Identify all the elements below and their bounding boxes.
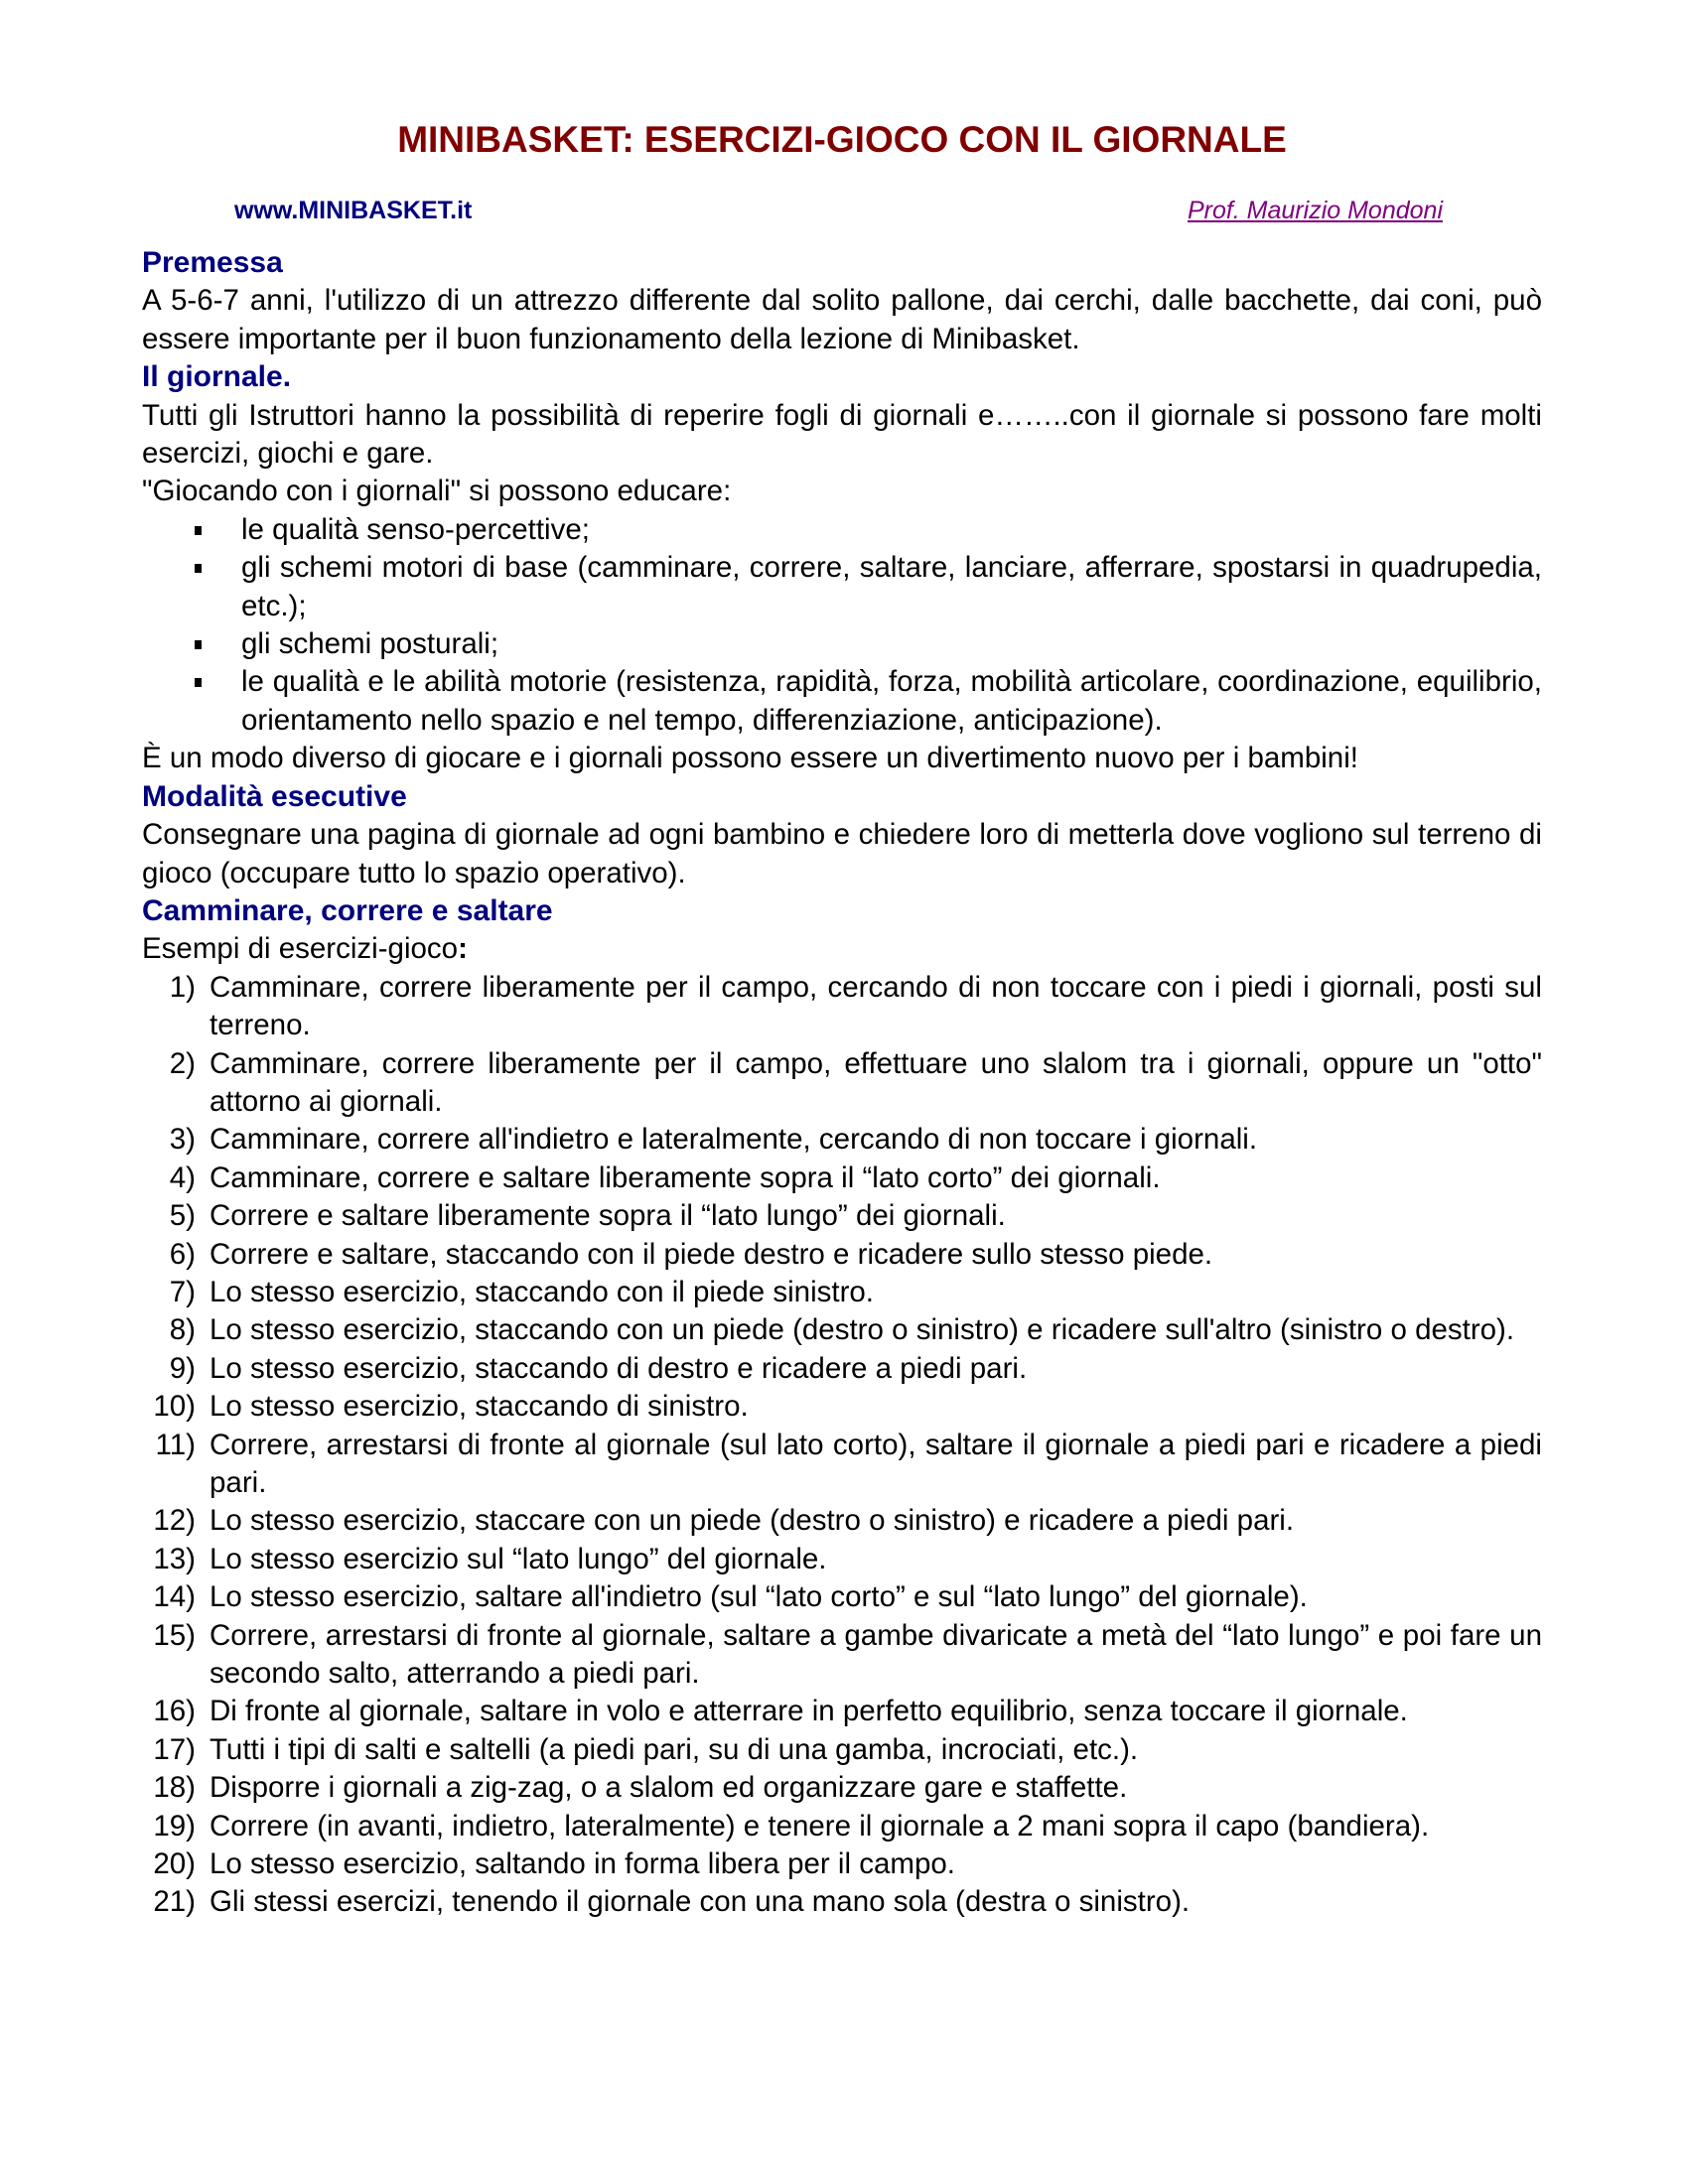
exercise-item [142,1045,1542,1122]
exercise-number: 12) [153,1504,196,1538]
paragraph-modalita: Consegnare una pagina di giornale ad ogni bambino e chiedere loro di metterla dove vogliono sul terreno di gioco (occupare tutto lo spazio operativo). [142,818,1542,889]
exercise-text: Lo stesso esercizio, staccare con un piede (destro o sinistro) e ricadere a piedi pari. [210,1504,1295,1538]
exercise-number: 17) [153,1732,196,1766]
author-link[interactable]: Prof. Maurizio Mondoni [1187,197,1443,224]
square-bullet-icon [195,678,202,687]
exercise-item [142,1883,1542,1921]
bullet-text: le qualità senso-percettive; [241,512,590,546]
exercise-item [142,1693,1542,1730]
exercise-text: Camminare, correre liberamente per il campo, cercando di non toccare con i piedi i giornali, posti sul terreno. [210,970,1542,1042]
document-body [142,244,1542,1922]
exercise-number: 9) [169,1351,196,1385]
exercise-text: Lo stesso esercizio, saltare all'indietro (sul “lato corto” e sul “lato lungo” del giornale). [210,1580,1308,1614]
exercise-text: Lo stesso esercizio sul “lato lungo” del giornale. [210,1542,827,1575]
exercise-item [142,1350,1542,1388]
exercise-text: Correre e saltare liberamente sopra il “lato lungo” dei giornali. [210,1199,1006,1233]
exercise-number: 16) [153,1695,196,1728]
exercise-number: 8) [169,1313,196,1347]
exercise-text: Lo stesso esercizio, saltando in forma libera per il campo. [210,1847,955,1881]
square-bullet-icon [195,564,202,573]
exercise-item [142,1121,1542,1159]
exercise-number: 5) [169,1199,196,1233]
exercise-number: 4) [169,1160,196,1194]
exercise-number: 7) [169,1275,196,1308]
site-link[interactable]: www.MINIBASKET.it [234,197,473,224]
exercise-item [142,1617,1542,1694]
exercise-item [142,1731,1542,1769]
bullet-text: gli schemi motori di base (camminare, correre, saltare, lanciare, afferrare, spostarsi in quadrupedia, etc.); [241,551,1542,622]
exercise-item [142,1808,1542,1845]
exercise-item [142,1541,1542,1578]
exercise-item [142,1236,1542,1274]
bullet-item [142,625,1542,663]
exercise-item [142,1845,1542,1883]
exercise-item [142,1502,1542,1540]
exercise-text: Tutti i tipi di salti e saltelli (a piedi pari, su di una gamba, incrociati, etc.). [210,1732,1139,1766]
exercise-text: Correre e saltare, staccando con il piede destro e ricadere sullo stesso piede. [210,1237,1213,1271]
document-title: MINIBASKET: ESERCIZI-GIOCO CON IL GIORNALE [397,119,1287,160]
bullet-text: gli schemi posturali; [241,627,499,661]
exercise-number: 1) [169,970,196,1004]
exercise-number: 13) [153,1542,196,1575]
bullet-item [142,663,1542,740]
heading-giornale: Il giornale. [142,360,292,394]
intro-colon: : [458,932,468,966]
bullet-item [142,511,1542,549]
exercise-text: Lo stesso esercizio, staccando con il piede sinistro. [210,1275,875,1308]
exercise-number: 14) [153,1580,196,1614]
bullet-text: le qualità e le abilità motorie (resistenza, rapidità, forza, mobilità articolare, coordinazione, equilibrio, orientamento nello spazio e nel tempo, differenziazione, anticipazione). [241,665,1542,737]
intro-text: Esempi di esercizi-gioco [142,932,459,966]
exercise-text: Correre, arrestarsi di fronte al giornale (sul lato corto), saltare il giornale a piedi pari e ricadere a piedi pari. [210,1428,1542,1499]
exercise-number: 21) [153,1885,196,1919]
paragraph-giornale-closing: È un modo diverso di giocare e i giornali possono essere un divertimento nuovo per i bambini! [142,742,1358,775]
heading-premessa: Premessa [142,246,283,279]
heading-modalita: Modalità esecutive [142,779,407,813]
exercise-text: Lo stesso esercizio, staccando di sinistro. [210,1390,749,1424]
exercise-number: 20) [153,1847,196,1881]
exercise-number: 2) [169,1046,196,1080]
exercise-text: Correre (in avanti, indietro, lateralmente) e tenere il giornale a 2 mani sopra il capo (bandiera). [210,1809,1430,1843]
exercise-item [142,1578,1542,1616]
exercise-list [142,969,1542,1922]
exercise-text: Gli stessi esercizi, tenendo il giornale con una mano sola (destra o sinistro). [210,1885,1191,1919]
exercise-item [142,1388,1542,1426]
exercise-number: 18) [153,1771,196,1805]
paragraph-giornale-2: "Giocando con i giornali" si possono educare: [142,475,732,508]
exercise-text: Disporre i giornali a zig-zag, o a slalom ed organizzare gare e staffette. [210,1771,1128,1805]
exercise-text: Correre, arrestarsi di fronte al giornale, saltare a gambe divaricate a metà del “lato lungo” e poi fare un secondo salto, atterrando a piedi pari. [210,1618,1542,1691]
exercise-text: Camminare, correre e saltare liberamente sopra il “lato corto” dei giornali. [210,1160,1161,1194]
exercise-item [142,1311,1542,1349]
heading-camminare: Camminare, correre e saltare [142,893,553,927]
bullet-item [142,549,1542,625]
exercise-item [142,1427,1542,1503]
paragraph-premessa: A 5-6-7 anni, l'utilizzo di un attrezzo differente dal solito pallone, dai cerchi, dalle bacchette, dai coni, può essere importante per il buon funzionamento della lezione di Minibasket. [142,284,1542,355]
exercise-text: Lo stesso esercizio, staccando di destro e ricadere a piedi pari. [210,1351,1028,1385]
exercise-text: Camminare, correre liberamente per il campo, effettuare uno slalom tra i giornali, oppure un "otto" attorno ai giornali. [210,1046,1542,1118]
exercise-number: 11) [155,1428,196,1461]
exercise-number: 15) [153,1618,196,1652]
exercise-item [142,969,1542,1045]
exercise-text: Di fronte al giornale, saltare in volo e atterrare in perfetto equilibrio, senza toccare il giornale. [210,1695,1408,1728]
exercise-item [142,1197,1542,1235]
exercise-number: 3) [169,1123,196,1157]
paragraph-giornale-1: Tutti gli Istruttori hanno la possibilità di reperire fogli di giornali e……..con il giornale si possono fare molti esercizi, giochi e gare. [142,398,1542,471]
exercise-text: Camminare, correre all'indietro e lateralmente, cercando di non toccare i giornali. [210,1123,1258,1157]
exercise-item [142,1769,1542,1807]
exercise-number: 6) [169,1237,196,1271]
square-bullet-icon [195,526,202,535]
bullet-list-educare [142,511,1542,740]
exercise-text: Lo stesso esercizio, staccando con un piede (destro o sinistro) e ricadere sull'altro (sinistro o destro). [210,1313,1515,1347]
exercise-item [142,1274,1542,1311]
square-bullet-icon [195,640,202,649]
exercise-number: 10) [153,1390,196,1424]
paragraph-camminare-intro [142,930,1542,968]
exercise-item [142,1160,1542,1197]
exercise-number: 19) [153,1809,196,1843]
header-meta [142,197,1542,228]
